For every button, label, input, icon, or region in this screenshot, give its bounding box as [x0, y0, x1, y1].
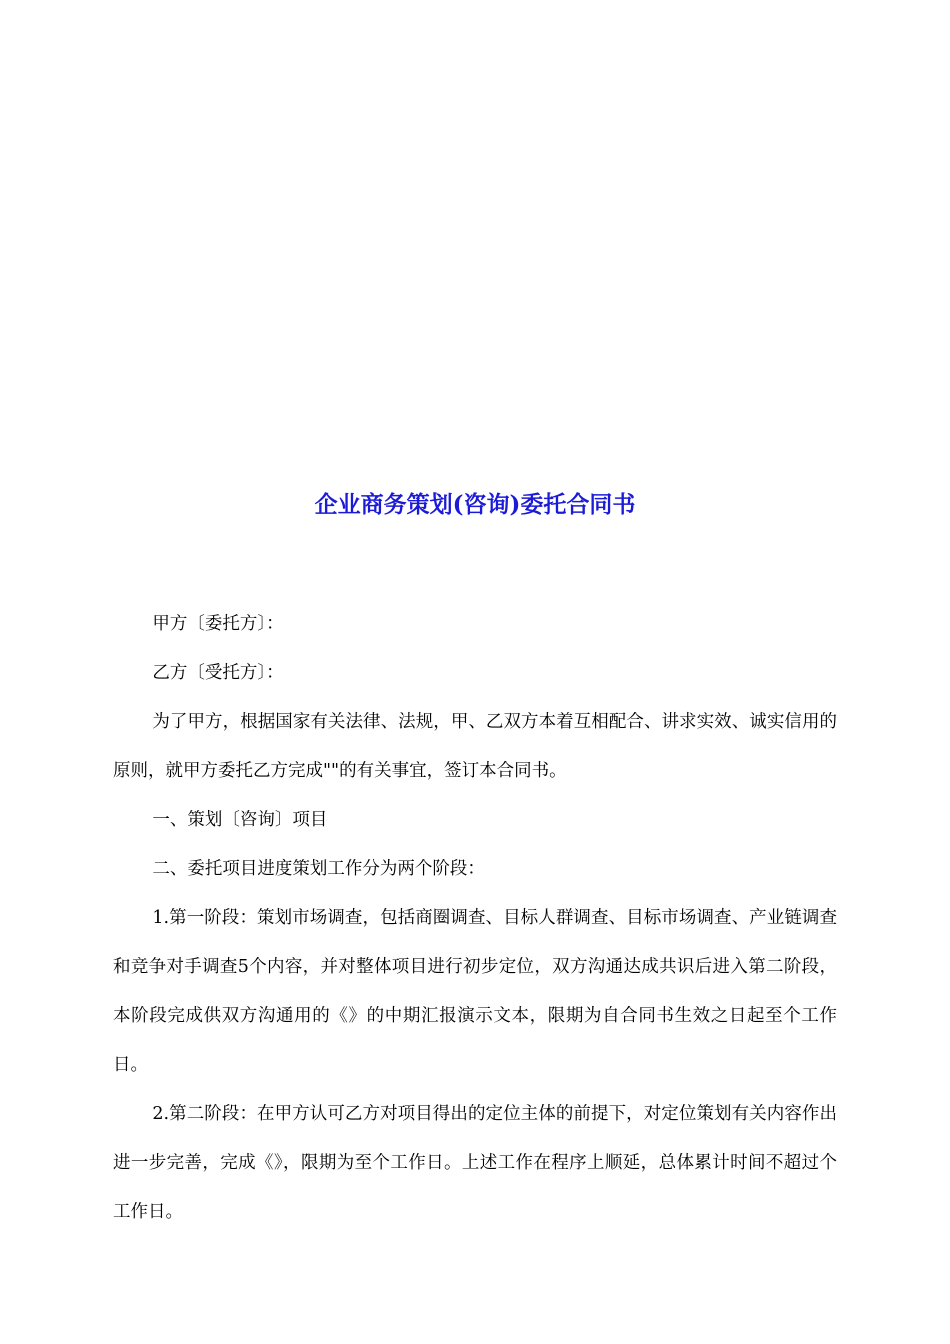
stage-1-paragraph: 1.第一阶段：策划市场调查，包括商圈调查、目标人群调查、目标市场调查、产业链调查和竞争对手调查5个内容，并对整体项目进行初步定位，双方沟通达成共识后进入第二阶段，本阶段完成供双方沟通用的《》的中期汇报演示文本，限期为自合同书生效之日起至个工作日。 [113, 908, 837, 1075]
stage-2-paragraph: 2.第二阶段：在甲方认可乙方对项目得出的定位主体的前提下，对定位策划有关内容作出进一步完善，完成《》，限期为至个工作日。上述工作在程序上顺延，总体累计时间不超过个工作日。 [113, 1104, 837, 1222]
section-2-heading: 二、委托项目进度策划工作分为两个阶段： [152, 859, 485, 879]
party-b-line: 乙方〔受托方〕： [152, 663, 284, 683]
party-a-line: 甲方〔委托方〕： [152, 614, 284, 634]
section-1-heading: 一、策划〔咨询〕项目 [152, 810, 328, 830]
preamble-paragraph: 为了甲方，根据国家有关法律、法规，甲、乙双方本着互相配合、讲求实效、诚实信用的原则，就甲方委托乙方完成""的有关事宜，签订本合同书。 [113, 712, 837, 781]
document-title: 企业商务策划(咨询)委托合同书 [314, 491, 636, 518]
document-body [113, 600, 837, 1237]
